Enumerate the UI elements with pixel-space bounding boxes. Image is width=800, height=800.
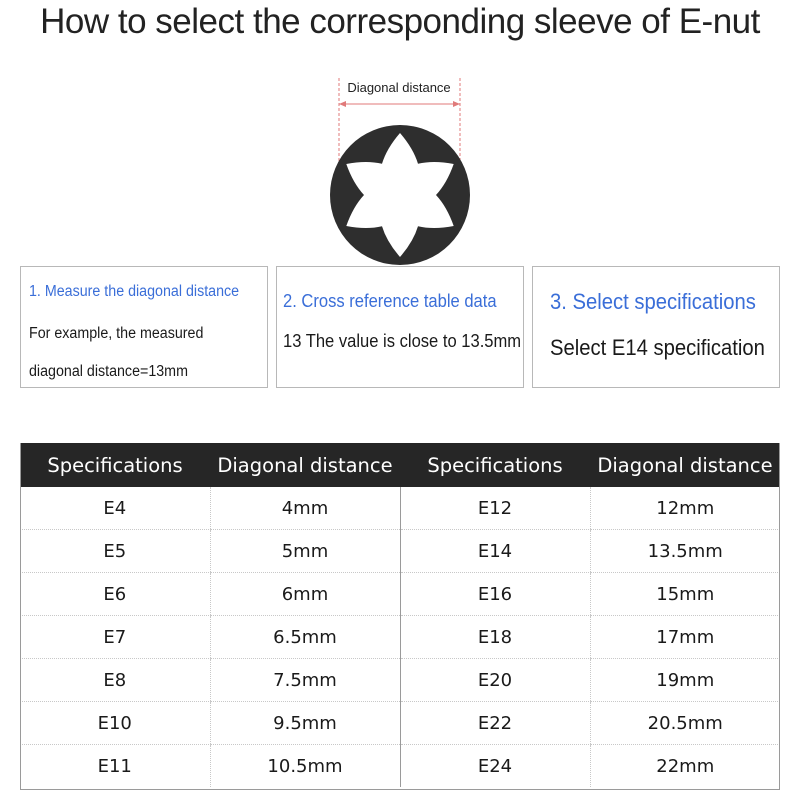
table-row [20, 573, 780, 616]
spec-cell: E5 [20, 530, 210, 573]
table-row [20, 487, 780, 530]
diagonal-cell: 13.5mm [590, 530, 780, 573]
step-title: 1. Measure the diagonal distance [29, 283, 240, 300]
table-row [20, 616, 780, 659]
diagonal-cell: 12mm [590, 487, 780, 530]
spec-cell: E4 [20, 487, 210, 530]
step-text: Select E14 specification [550, 335, 765, 360]
spec-cell: E7 [20, 616, 210, 659]
diagonal-cell: 17mm [590, 616, 780, 659]
diagonal-cell: 9.5mm [210, 702, 400, 745]
diagonal-cell: 5mm [210, 530, 400, 573]
header-diagonal-distance: Diagonal distance [210, 443, 400, 487]
table-row [20, 702, 780, 745]
header-specifications: Specifications [20, 443, 210, 487]
step-card-measure [20, 266, 268, 388]
spec-table [20, 443, 780, 787]
diagonal-cell: 15mm [590, 573, 780, 616]
step-card-cross-reference [276, 266, 524, 388]
diagonal-cell: 4mm [210, 487, 400, 530]
header-specifications: Specifications [400, 443, 590, 487]
spec-cell: E18 [400, 616, 590, 659]
diagonal-cell: 7.5mm [210, 659, 400, 702]
page-title: How to select the corresponding sleeve of E-nut [40, 2, 760, 41]
step-title: 2. Cross reference table data [283, 291, 497, 311]
diagonal-distance-label: Diagonal distance [347, 80, 451, 95]
table-row [20, 530, 780, 573]
spec-cell: E24 [400, 745, 590, 788]
table-header-row [20, 443, 780, 487]
spec-cell: E11 [97, 755, 132, 777]
step-text: For example, the measured diagonal distance=13mm [29, 325, 204, 380]
spec-cell: E12 [400, 487, 590, 530]
diagonal-cell: 19mm [590, 659, 780, 702]
diagonal-cell: 6.5mm [210, 616, 400, 659]
step-text: 13 The value is close to 13.5mm [283, 331, 522, 351]
spec-cell: E8 [20, 659, 210, 702]
diagonal-cell: 6mm [210, 573, 400, 616]
diagonal-cell: 20.5mm [590, 702, 780, 745]
spec-cell: E22 [400, 702, 590, 745]
spec-cell: E10 [20, 702, 210, 745]
diagonal-cell: 10.5mm [210, 745, 400, 788]
spec-cell: E20 [400, 659, 590, 702]
spec-cell: E14 [400, 530, 590, 573]
spec-cell: E16 [400, 573, 590, 616]
step-card-select [532, 266, 780, 388]
arrow-left-icon [339, 101, 346, 107]
diagonal-cell: 22mm [590, 745, 780, 788]
table-row [20, 659, 780, 702]
step-title: 3. Select specifications [550, 289, 756, 314]
table-row [20, 745, 780, 788]
header-diagonal-distance: Diagonal distance [590, 443, 780, 487]
spec-cell: E6 [20, 573, 210, 616]
torx-socket-icon [300, 70, 500, 270]
arrow-right-icon [453, 101, 460, 107]
